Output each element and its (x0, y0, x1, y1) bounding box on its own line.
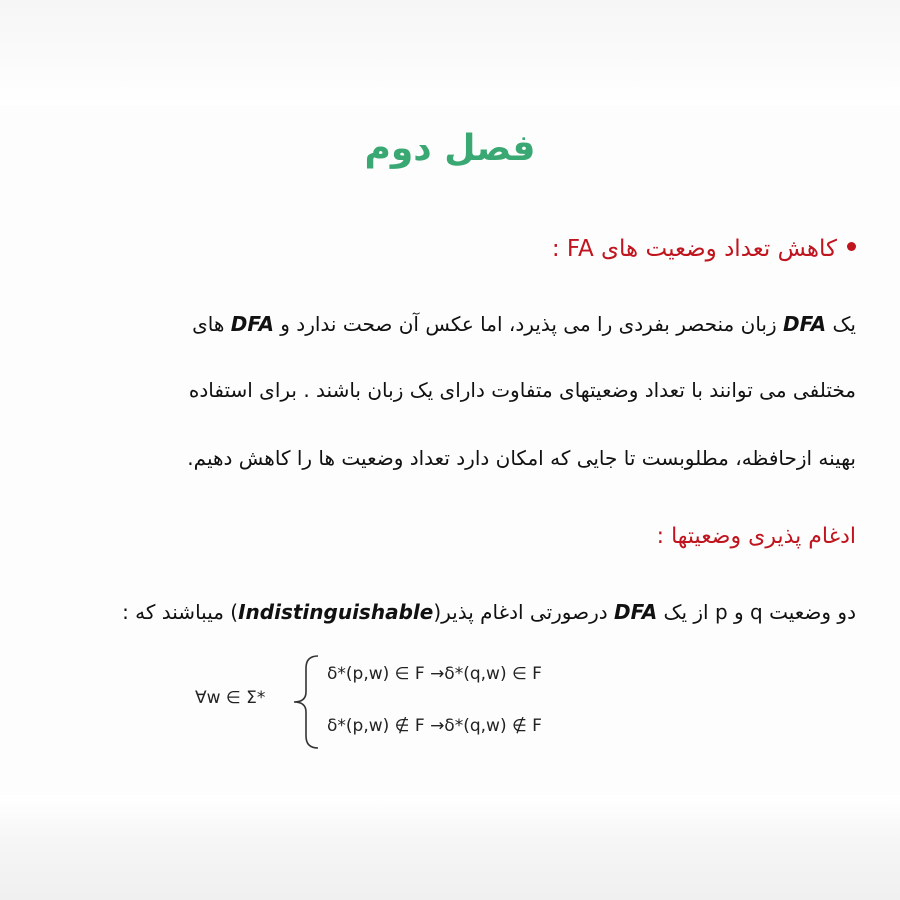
brace-icon (290, 652, 320, 752)
slide-title: فصل دوم (364, 128, 536, 169)
paragraph-line-2: مختلفی می توانند با تعداد وضعیتهای متفاوت دارای یک زبان باشند . برای استفاده (188, 378, 856, 402)
dfa-term: DFA (783, 312, 827, 336)
bottom-background-band (0, 795, 900, 900)
definition-text: ) میباشند که : (122, 600, 239, 624)
definition-text: درصورتی ادغام پذیر( (433, 600, 615, 624)
dfa-term: DFA (230, 312, 274, 336)
definition-text: دو وضعیت q و p از یک (657, 600, 856, 624)
formula-quantifier: ∀w ∈ Σ* (195, 688, 266, 708)
formula-case-1: δ*(p,w) ∈ F →δ*(q,w) ∈ F (327, 664, 542, 684)
bullet-heading-text: کاهش تعداد وضعیت های FA : (551, 236, 837, 262)
bullet-icon (847, 242, 856, 251)
paragraph-text: یک (826, 312, 856, 336)
sub-heading: ادغام پذیری وضعیتها : (656, 524, 856, 549)
paragraph-line-1 (60, 312, 856, 336)
top-background-band (0, 0, 900, 105)
formula (195, 652, 615, 752)
dfa-term: DFA (614, 600, 658, 624)
definition-line (60, 600, 856, 624)
paragraph-text: های (192, 312, 231, 336)
formula-case-2: δ*(p,w) ∉ F →δ*(q,w) ∉ F (327, 716, 542, 736)
paragraph-text: زبان منحصر بفردی را می پذیرد، اما عکس آن صحت ندارد و (273, 312, 783, 336)
indistinguishable-term: Indistinguishable (238, 600, 434, 624)
paragraph-line-3: بهینه ازحافظه، مطلوبست تا جایی که امکان دارد تعداد وضعیت ها را کاهش دهیم. (187, 446, 856, 470)
bullet-heading (60, 236, 856, 262)
